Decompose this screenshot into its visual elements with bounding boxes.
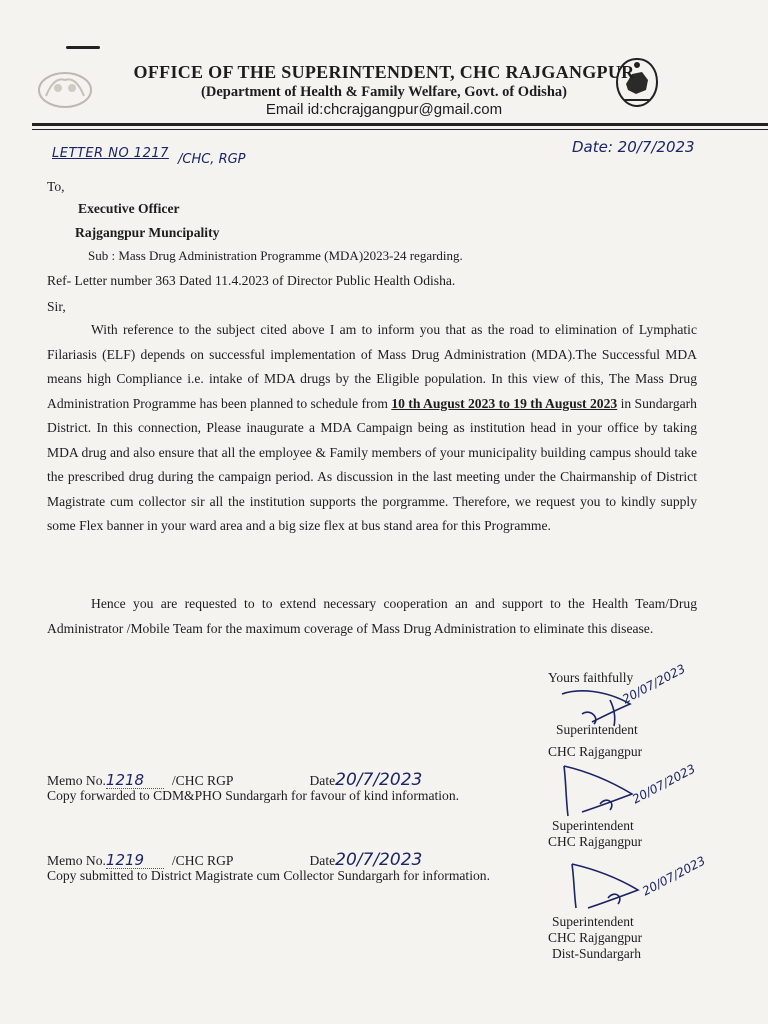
memo-2-date: 20/7/2023 bbox=[335, 850, 423, 870]
letter-date: Date: 20/7/2023 bbox=[572, 138, 695, 156]
reference-line: Ref- Letter number 363 Dated 11.4.2023 of Director Public Health Odisha. bbox=[47, 273, 456, 288]
memo-1-date: 20/7/2023 bbox=[335, 770, 423, 790]
signature-1-date: 20/07/2023 bbox=[620, 661, 688, 707]
campaign-dates: 10 th August 2023 to 19 th August 2023 bbox=[391, 395, 618, 411]
memo-1-number: 1218 bbox=[106, 773, 164, 789]
memo-2-signature-office: CHC Rajgangpur bbox=[548, 930, 643, 945]
letter-number-suffix: /CHC, RGP bbox=[178, 152, 246, 167]
memo-2-line bbox=[47, 852, 422, 869]
memo-1-line bbox=[47, 772, 422, 789]
body-paragraph-2: Hence you are requested to to extend necessary cooperation an and support to the Health Team/Drug Administrator /Mobile Team for the maximum coverage of Mass Drug Administration to eliminate this disease. bbox=[47, 596, 697, 636]
body-paragraph-1 bbox=[47, 318, 697, 539]
memo-1-label: Memo No. bbox=[47, 773, 106, 788]
memo-2-signature-title: Superintendent bbox=[552, 914, 634, 929]
pen-mark bbox=[66, 46, 100, 49]
memo-1-signature-date: 20/07/2023 bbox=[630, 761, 698, 807]
memo-1-text: Copy forwarded to CDM&PHO Sundargarh for favour of kind information. bbox=[47, 788, 460, 803]
memo-1-signature-title: Superintendent bbox=[552, 818, 634, 833]
closing-yours-faithfully: Yours faithfully bbox=[548, 670, 634, 685]
para1-text-before: With reference to the subject cited above I am to inform you that as the road to elimination of Lymphatic Filariasis (ELF) depends on successful implementation of Mass Drug Administration (MDA).The Successful MDA means high Compliance i.e. intake of MDA drugs by the Eligible population. In this view of this, The Mass Drug Administration Programme has been planned to schedule from bbox=[47, 322, 697, 411]
subject-line: Sub : Mass Drug Administration Programme (MDA)2023-24 regarding. bbox=[88, 248, 463, 263]
email-line: Email id:chcrajgangpur@gmail.com bbox=[265, 101, 503, 118]
memo-2-signature-district: Dist-Sundargarh bbox=[552, 946, 641, 961]
signature-2 bbox=[556, 760, 686, 824]
memo-1-signature-office: CHC Rajgangpur bbox=[548, 834, 643, 849]
header-rule-thick bbox=[32, 123, 768, 126]
header-rule-thin bbox=[32, 129, 768, 130]
memo-2-text: Copy submitted to District Magistrate cum Collector Sundargarh for information. bbox=[47, 868, 490, 883]
para1-text-after: in Sundargarh District. In this connection, Please inaugurate a MDA Campaign being as institution head in your office by taking MDA drug and also ensure that all the employee & Family members of your municipality building campus should take the prescribed drug during the campaign period. As discussion in the last meeting under the Chairmanship of District Magistrate cum collector sir all the institution supports the porgramme. Therefore, we request you to kindly supply some Flex banner in your ward area and a big size flex at bus stand area for this Programme. bbox=[47, 395, 697, 533]
salutation: Sir, bbox=[47, 299, 66, 314]
office-title: OFFICE OF THE SUPERINTENDENT, CHC RAJGANGPUR bbox=[133, 62, 635, 82]
memo-2-number: 1219 bbox=[106, 853, 164, 869]
memo-1-date-label: Date bbox=[309, 773, 336, 788]
department-line: (Department of Health & Family Welfare, Govt. of Odisha) bbox=[201, 84, 567, 100]
memo-2-office: /CHC RGP bbox=[171, 853, 234, 868]
memo-1-office: /CHC RGP bbox=[171, 773, 234, 788]
memo-2-signature-date: 20/07/2023 bbox=[640, 853, 708, 899]
to-line: To, bbox=[47, 179, 65, 194]
memo-2-date-label: Date bbox=[309, 853, 336, 868]
signature-1-title: Superintendent bbox=[556, 722, 638, 737]
letter-number: LETTER NO 1217 bbox=[52, 146, 169, 161]
recipient-title: Executive Officer bbox=[78, 201, 180, 216]
signature-1-office: CHC Rajgangpur bbox=[548, 744, 643, 759]
recipient-org: Rajgangpur Muncipality bbox=[75, 225, 220, 240]
memo-2-label: Memo No. bbox=[47, 853, 106, 868]
